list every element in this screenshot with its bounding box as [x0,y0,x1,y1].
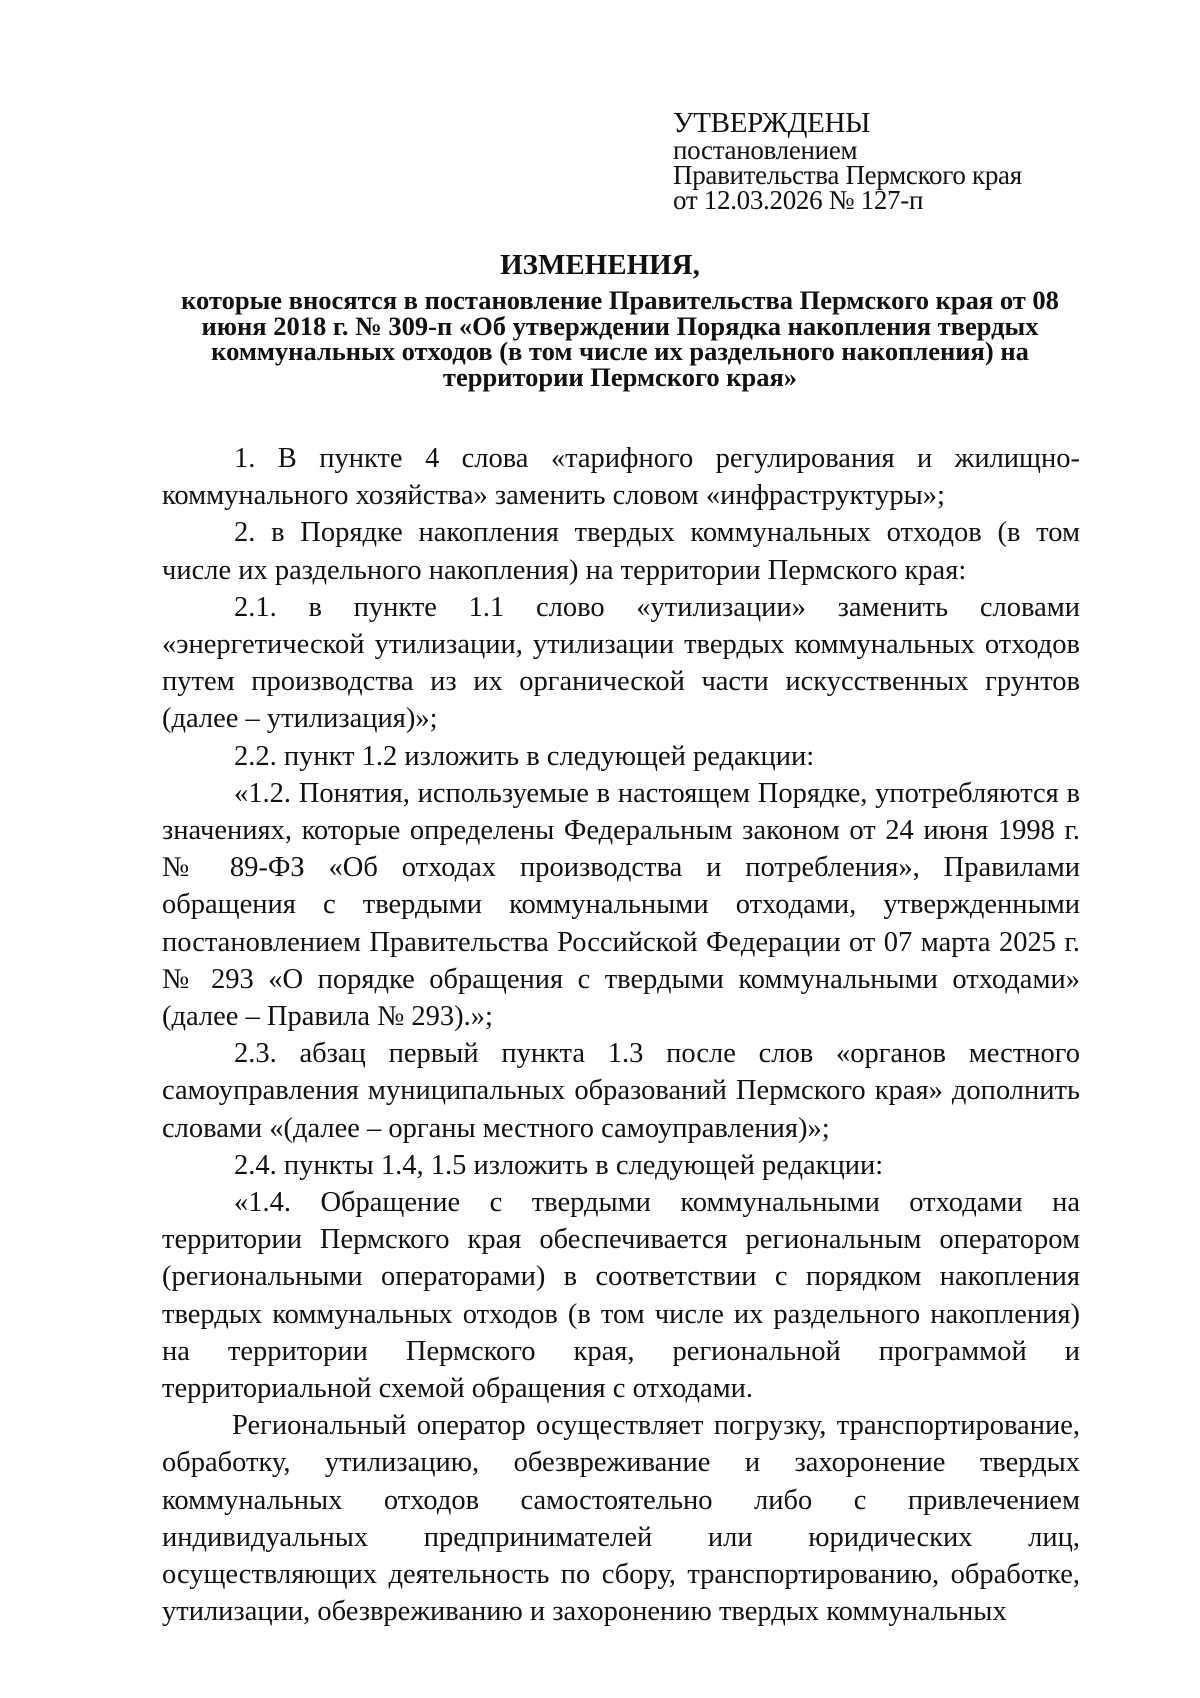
document-body [162,440,1080,1631]
paragraph-2-1: 2.1. в пункте 1.1 слово «утилизации» заменить словами «энергетической утилизации, утилизации твердых коммунальных отходов путем производства из их органической части искусственных грунтов (далее – утилизация)»; [162,591,1080,735]
paragraph-quote-1-2: «1.2. Понятия, используемые в настоящем Порядке, употребляются в значениях, которые определены Федеральным законом от 24 июня 1998 г. № 89-ФЗ «Об отходах производства и потребления», Правилами обращения с твердыми коммунальными отходами, утвержденными постановлением Правительства Российской Федерации от 07 марта 2025 г. № 293 «О порядке обращения с твердыми коммунальными отходами» (далее – Правила № 293).»; [162,777,1080,1033]
approval-line-2: Правительства Пермского края [673,160,1022,190]
paragraph-quote-1-4: «1.4. Обращение с твердыми коммунальными отходами на территории Пермского края обеспечивается региональным оператором (региональными операторами) в соответствии с порядком накопления твердых коммунальных отходов (в том числе их раздельного накопления) на территории Пермского края, региональной программой и территориальной схемой обращения с отходами. [162,1187,1080,1405]
document-subtitle: которые вносятся в постановление Правительства Пермского края от 08 июня 2018 г. № 309-п «Об утверждении Порядка накопления твердых коммунальных отходов (в том числе их раздельного накопления) на территории Пермского края» [181,285,1059,392]
approval-heading: УТВЕРЖДЕНЫ [673,107,871,139]
approval-line-1: постановлением [673,135,858,165]
document-title: ИЗМЕНЕНИЯ, [500,249,700,281]
approval-stamp [673,108,1093,213]
approval-line-3: от 12.03.2026 № 127-п [673,185,924,215]
paragraph-2-3: 2.3. абзац первый пункта 1.3 после слов «органов местного самоуправления муниципальных образований Пермского края» дополнить словами «(далее – органы местного самоуправления)»; [162,1038,1080,1144]
paragraph-regional-operator: Региональный оператор осуществляет погрузку, транспортирование, обработку, утилизацию, обезвреживание и захоронение твердых коммунальных отходов самостоятельно либо с привлечением индивидуальных предпринимателей или юридических лиц, осуществляющих деятельность по сбору, транспортированию, обработке, утилизации, обезвреживанию и захоронению твердых коммунальных [162,1410,1080,1628]
paragraph-2-2: 2.2. пункт 1.2 изложить в следующей редакции: [234,740,815,772]
paragraph-1: 1. В пункте 4 слова «тарифного регулирования и жилищно-коммунального хозяйства» заменить словом «инфраструктуры»; [162,443,1080,512]
paragraph-2: 2. в Порядке накопления твердых коммунальных отходов (в том числе их раздельного накопления) на территории Пермского края: [162,517,1080,586]
paragraph-2-4: 2.4. пункты 1.4, 1.5 изложить в следующей редакции: [234,1149,884,1181]
